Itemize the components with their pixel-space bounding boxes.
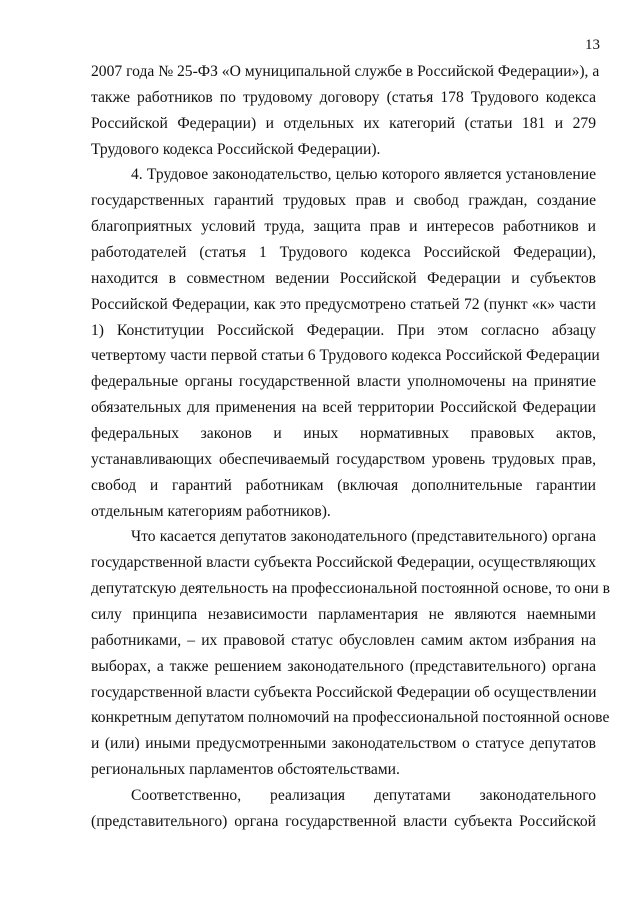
text-line: свобод и гарантий работникам (включая дополнительные гарантии: [91, 476, 596, 494]
text-line: государственной власти субъекта Российской Федерации об осуществлении: [91, 683, 597, 701]
body-text: [91, 59, 611, 835]
text-line: Российской Федерации) и отдельных их категорий (статьи 181 и 279: [91, 114, 596, 132]
text-line: конкретным депутатом полномочий на профессиональной постоянной основе: [91, 709, 610, 727]
text-line: депутатскую деятельность на профессиональной постоянной основе, то они в: [91, 580, 611, 598]
text-line: также работников по трудовому договору (статья 178 Трудового кодекса: [91, 88, 596, 106]
text-line: выборах, а также решением законодательного (представительного) органа: [91, 657, 596, 675]
text-line: Российской Федерации, как это предусмотрено статьей 72 (пункт «к» части: [91, 295, 596, 313]
text-line: 4. Трудовое законодательство, целью которого является установление: [131, 166, 596, 184]
text-line: государственной власти субъекта Российской Федерации, осуществляющих: [91, 554, 596, 572]
text-line: и (или) иными предусмотренными законодательством о статусе депутатов: [91, 735, 596, 753]
text-line: Что касается депутатов законодательного (представительного) органа: [131, 528, 596, 546]
text-line: федеральные органы государственной власти уполномочены на принятие: [91, 373, 596, 391]
text-line: (представительного) органа государственной власти субъекта Российской: [91, 812, 596, 830]
text-line: 1) Конституции Российской Федерации. При этом согласно абзацу: [91, 321, 596, 339]
text-line: работниками, – их правовой статус обусловлен самим актом избрания на: [91, 631, 596, 649]
text-line: 2007 года № 25-ФЗ «О муниципальной службе в Российской Федерации»), а: [91, 63, 600, 80]
text-line: региональных парламентов обстоятельствами.: [91, 761, 400, 779]
text-line: находится в совместном ведении Российской Федерации и субъектов: [91, 269, 596, 287]
text-line: силу принципа независимости парламентария не являются наемными: [91, 606, 596, 624]
text-line: Соответственно, реализация депутатами законодательного: [131, 787, 596, 805]
text-line: отдельным категориям работников).: [91, 502, 331, 520]
text-line: благоприятных условий труда, защита прав и интересов работников и: [91, 218, 596, 236]
text-line: федеральных законов и иных нормативных правовых актов,: [91, 425, 596, 443]
text-line: работодателей (статья 1 Трудового кодекса Российской Федерации),: [91, 244, 596, 262]
text-line: государственных гарантий трудовых прав и свобод граждан, создание: [91, 192, 596, 210]
text-line: четвертому части первой статьи 6 Трудового кодекса Российской Федерации: [91, 347, 600, 365]
text-line: устанавливающих обеспечиваемый государством уровень трудовых прав,: [91, 450, 596, 468]
text-line: Трудового кодекса Российской Федерации).: [91, 140, 381, 158]
page-number: 13: [585, 37, 600, 53]
text-line: обязательных для применения на всей территории Российской Федерации: [91, 399, 596, 417]
